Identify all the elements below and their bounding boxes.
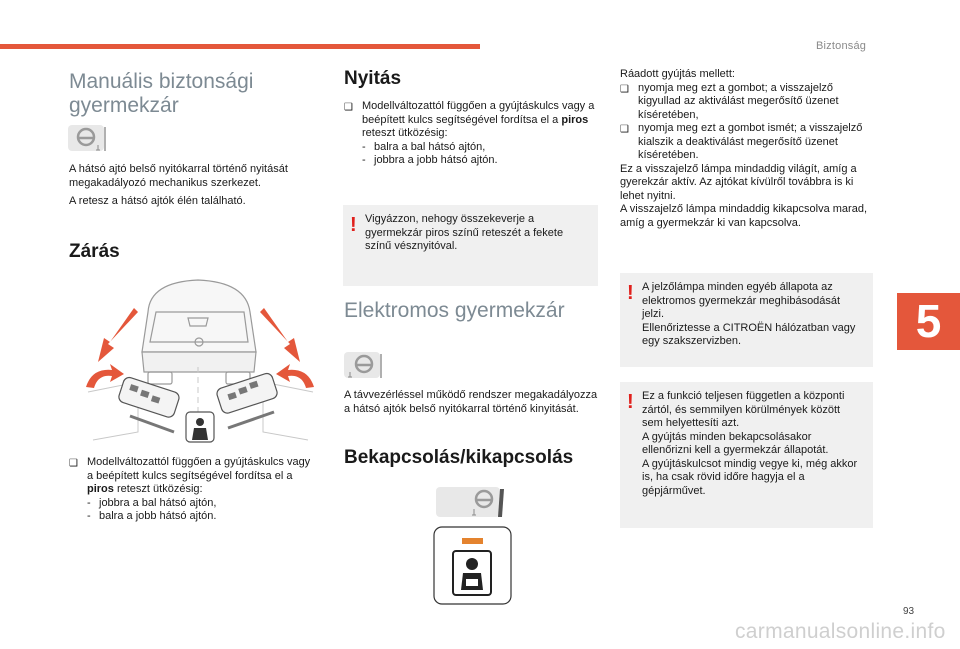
locking-title: Zárás	[69, 241, 120, 262]
steering-wheel-icon	[344, 352, 386, 380]
locking-instruction: ❑ Modellváltozattól függően a gyújtáskulcs vagy a beépített kulcs segítségével fordítsa el a piros reteszt ütközésig: - jobbra a bal hátsó ajtón, - balra a jobb hátsó ajtón.	[69, 456, 317, 524]
bullet-icon: ❑	[69, 458, 78, 469]
top-accent-bar	[0, 44, 480, 49]
activation-title: Bekapcsolás/kikapcsolás	[344, 447, 574, 468]
activation-instructions: Ráadott gyújtás mellett: ❑ nyomja meg ezt a gombot; a visszajelző kigyullad az aktiválást megerősítő üzenet kíséretében, ❑ nyomja meg ezt a gombot ismét; a visszajelző kialszik a deaktiválást megerősítő üzenet kíséretében. Ez a visszajelző lámpa mindaddig világít, amíg a gyerekzár aktív. Az ajtókat kívülről továbbra is ki lehet nyitni. A visszajelző lámpa mindaddig kikapcsolva marad, amíg a gyermekzár ki van kapcsolva.	[620, 68, 872, 230]
car-rear-door-illustration	[78, 272, 323, 444]
page-number: 93	[903, 606, 915, 617]
warning-box-fault: ! A jelzőlámpa minden egyéb állapota az elektromos gyermekzár meghibásodását jelzi. Ellenőriztesse a CITROËN hálózatban vagy egy szakszervizben.	[620, 273, 873, 367]
manual-intro-text: A hátsó ajtó belső nyitókarral történő nyitását megakadályozó mechanikus szerkezet.	[69, 163, 288, 189]
warning-box-latch: ! Vigyázzon, nehogy összekeverje a gyermekzár piros színű reteszét a fekete színű vésznyitóval.	[343, 205, 598, 286]
watermark: carmanualsonline.info	[735, 620, 946, 643]
exclamation-icon: !	[350, 214, 357, 236]
sub-item: - jobbra a jobb hátsó ajtón.	[362, 154, 498, 166]
section-name: Biztonság	[816, 40, 867, 52]
steering-wheel-icon	[68, 125, 110, 153]
electric-child-lock-title: Elektromos gyermekzár	[344, 299, 565, 322]
bullet-icon: ❑	[620, 83, 629, 95]
sub-item: - jobbra a bal hátsó ajtón,	[87, 496, 217, 509]
chapter-tab: 5	[897, 293, 960, 350]
opening-title: Nyitás	[344, 68, 402, 89]
activation-step-on: ❑ nyomja meg ezt a gombot; a visszajelző kigyullad az aktiválást megerősítő üzenet kíséretében,	[620, 81, 839, 121]
sub-item: - balra a jobb hátsó ajtón.	[87, 510, 217, 522]
bullet-icon: ❑	[620, 124, 629, 135]
steering-wheel-icon	[436, 487, 508, 521]
child-lock-button-illustration	[433, 526, 512, 605]
warning-box-independence: ! Ez a funkció teljesen független a központi zártól, és semmilyen körülmények között sem helyettesíti azt. A gyújtás minden bekapcsolásakor ellenőrizni kell a gyermekzár állapotát. A gyújtáskulcsot mindig vegye ki, még akkor is, ha csak rövid időre hagyja el a gépjárművet.	[620, 382, 873, 528]
latch-location-text: A retesz a hátsó ajtók élén található.	[69, 195, 246, 207]
activation-step-off: ❑ nyomja meg ezt a gombot ismét; a visszajelző kialszik a deaktiválást megerősítő üzenet kíséretében.	[620, 122, 863, 161]
exclamation-icon: !	[627, 282, 634, 304]
opening-instruction: ❑ Modellváltozattól függően a gyújtáskulcs vagy a beépített kulcs segítségével fordítsa el a piros reteszt ütközésig: - balra a bal hátsó ajtón, - jobbra a jobb hátsó ajtón.	[344, 100, 595, 166]
bullet-icon: ❑	[344, 102, 353, 113]
exclamation-icon: !	[627, 391, 634, 413]
manual-child-lock-title: Manuális biztonsági gyermekzár	[69, 70, 254, 117]
electric-intro-text: A távvezérléssel működő rendszer megakadályozza a hátsó ajtók belső nyitókarral történő kinyitását.	[344, 389, 598, 415]
sub-item: - balra a bal hátsó ajtón,	[362, 140, 486, 153]
